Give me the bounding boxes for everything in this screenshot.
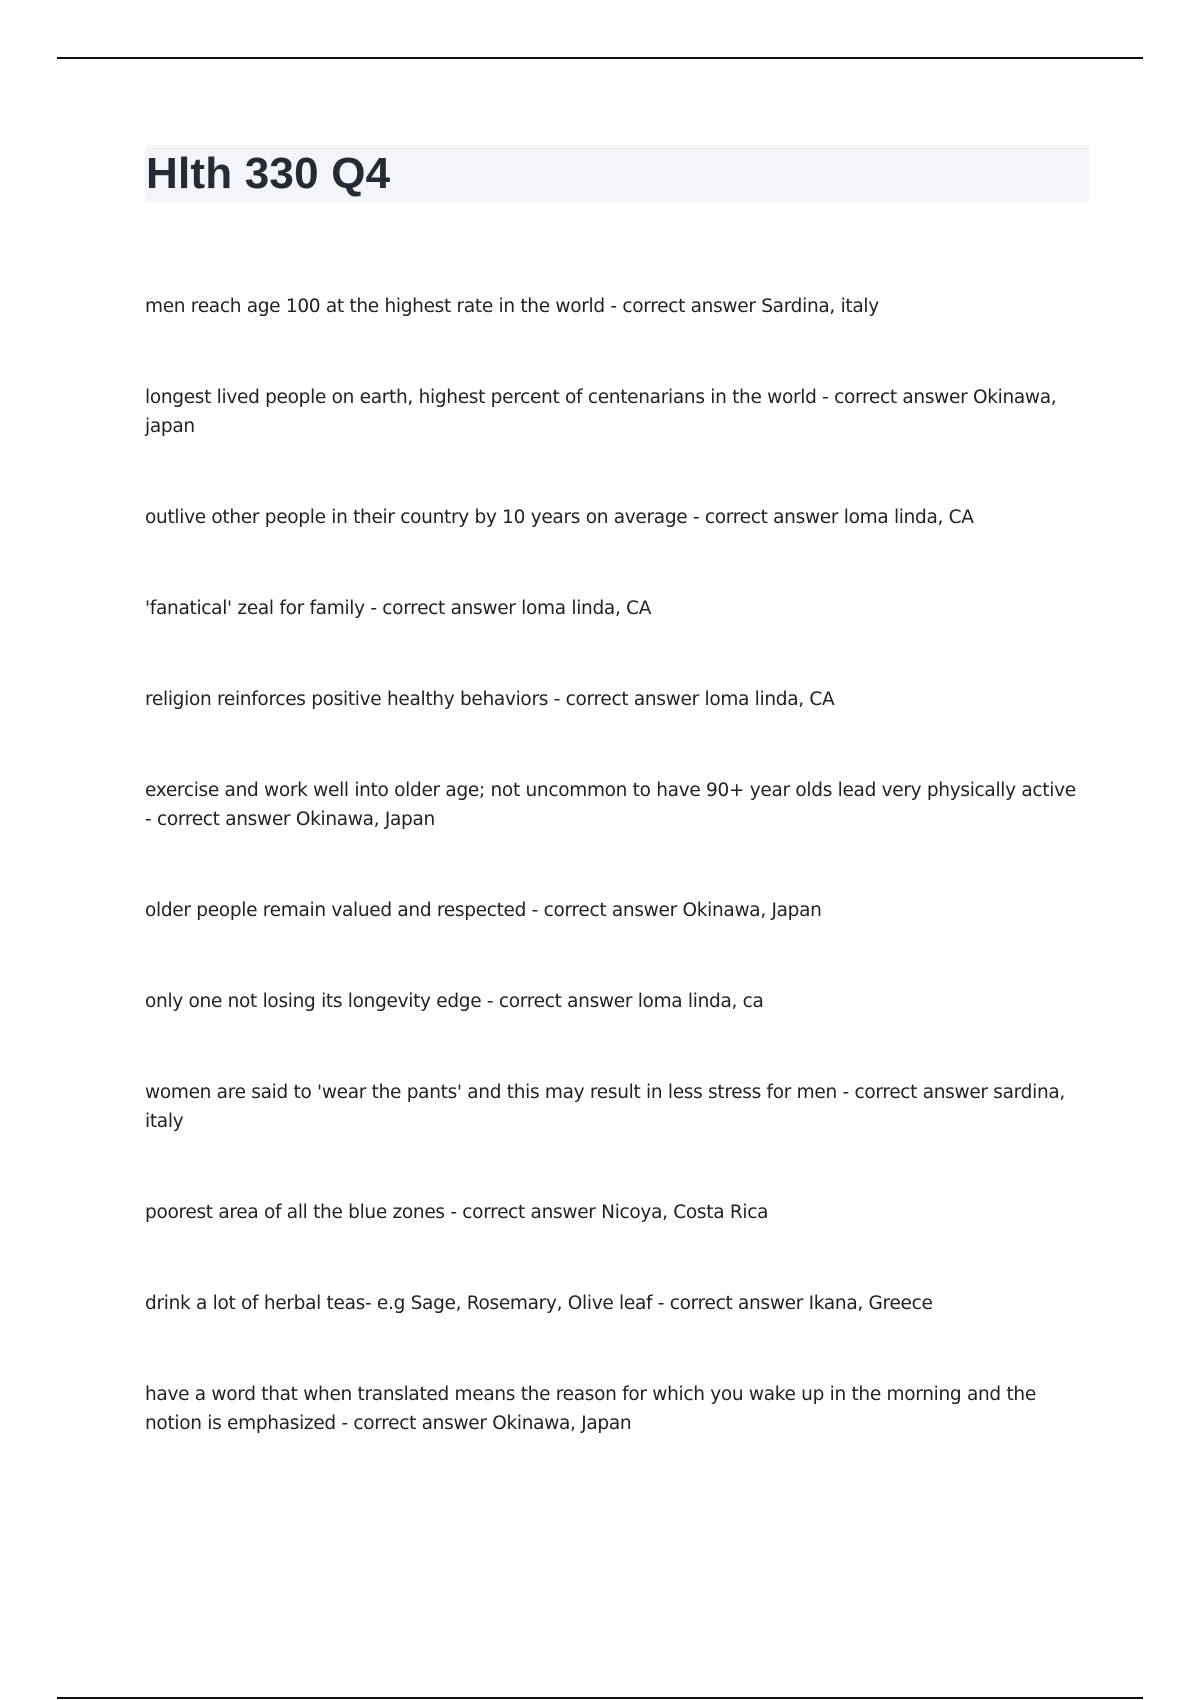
qa-item: religion reinforces positive healthy behaviors - correct answer loma linda, CA bbox=[145, 689, 835, 710]
qa-list bbox=[145, 292, 1080, 1500]
qa-item: longest lived people on earth, highest percent of centenarians in the world - correct answer Okinawa, japan bbox=[145, 387, 1057, 437]
bottom-rule bbox=[57, 1697, 1143, 1699]
qa-item: men reach age 100 at the highest rate in the world - correct answer Sardina, italy bbox=[145, 296, 879, 317]
qa-item: women are said to 'wear the pants' and this may result in less stress for men - correct answer sardina, italy bbox=[145, 1082, 1065, 1132]
document-title: Hlth 330 Q4 bbox=[146, 149, 391, 198]
qa-item: older people remain valued and respected - correct answer Okinawa, Japan bbox=[145, 900, 822, 921]
qa-item: poorest area of all the blue zones - correct answer Nicoya, Costa Rica bbox=[145, 1202, 769, 1223]
qa-item: outlive other people in their country by 10 years on average - correct answer loma linda, CA bbox=[145, 507, 974, 528]
qa-item: have a word that when translated means the reason for which you wake up in the morning and the notion is emphasized - correct answer Okinawa, Japan bbox=[145, 1384, 1036, 1434]
top-rule bbox=[57, 57, 1143, 59]
qa-item: 'fanatical' zeal for family - correct answer loma linda, CA bbox=[145, 598, 652, 619]
qa-item: only one not losing its longevity edge - correct answer loma linda, ca bbox=[145, 991, 764, 1012]
qa-item: drink a lot of herbal teas- e.g Sage, Rosemary, Olive leaf - correct answer Ikana, Greece bbox=[145, 1293, 933, 1314]
qa-item: exercise and work well into older age; not uncommon to have 90+ year olds lead very physically active - correct answer Okinawa, Japan bbox=[145, 780, 1076, 830]
